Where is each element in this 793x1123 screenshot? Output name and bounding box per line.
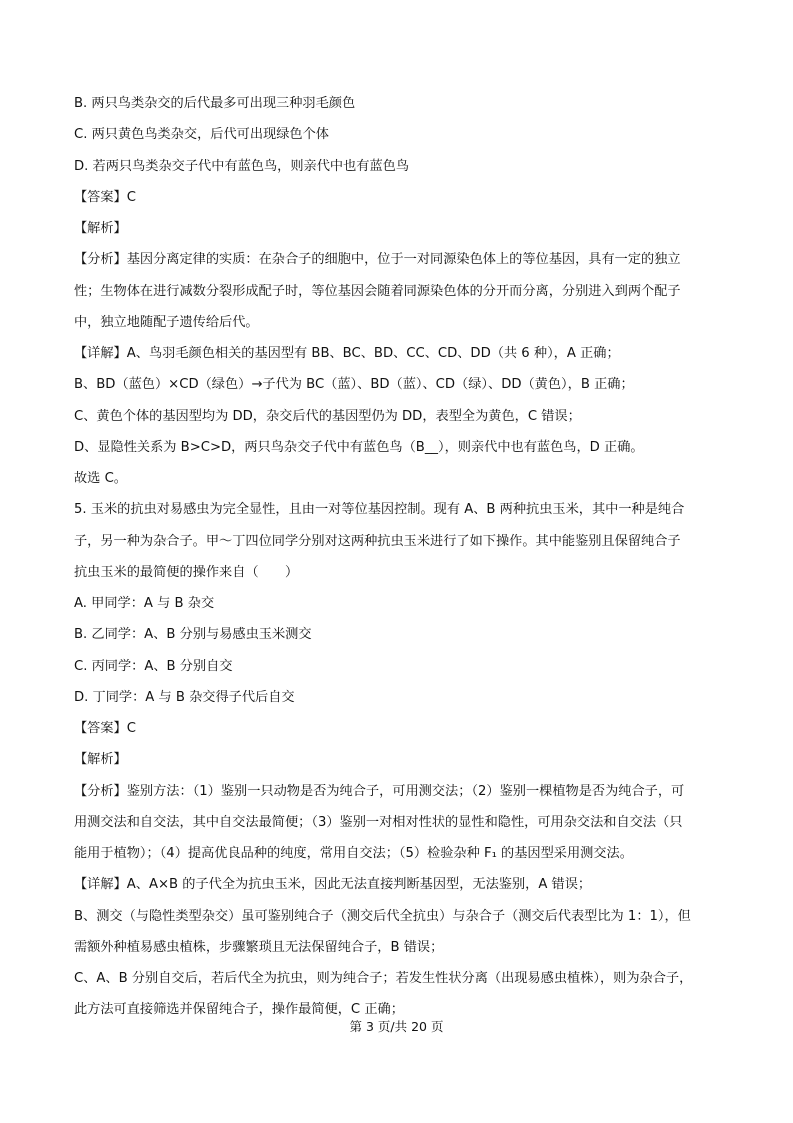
- page-number-footer: 第 3 页/共 20 页: [349, 1019, 444, 1034]
- question-5-line-3: 抗虫玉米的最简便的操作来自（ ）: [74, 565, 299, 580]
- answer-label: 【答案】C: [74, 190, 136, 205]
- q5-detail-c-1: C、A、B 分别自交后，若后代全为抗虫，则为纯合子；若发生性状分离（出现易感虫植株），则为杂合子，: [74, 971, 693, 986]
- analysis-text-3: 中，独立地随配子遗传给后代。: [74, 315, 259, 330]
- analysis-text-1: 【分析】基因分离定律的实质：在杂合子的细胞中，位于一对同源染色体上的等位基因，具有一定的独立: [74, 252, 681, 267]
- q5-detail-a: 【详解】A、A×B 的子代全为抗虫玉米，因此无法直接判断基因型，无法鉴别，A 错误；: [74, 877, 592, 892]
- analysis-text-2: 性；生物体在进行减数分裂形成配子时，等位基因会随着同源染色体的分开而分离，分别进入到两个配子: [74, 284, 681, 299]
- detail-c: C、黄色个体的基因型均为 DD，杂交后代的基因型仍为 DD，表型全为黄色，C 错误；: [74, 409, 581, 424]
- q5-analysis-3: 能用于植物）；（4）提高优良品种的纯度，常用自交法；（5）检验杂种 F₁ 的基因型采用测交法。: [74, 846, 633, 861]
- q5-option-d: D. 丁同学：A 与 B 杂交得子代后自交: [74, 690, 295, 705]
- detail-d: D、显隐性关系为 B>C>D，两只鸟杂交子代中有蓝色鸟（B__），则亲代中也有蓝色鸟，D 正确。: [74, 440, 644, 455]
- analysis-label: 【解析】: [74, 221, 127, 236]
- option-c: C. 两只黄色鸟类杂交，后代可出现绿色个体: [74, 127, 329, 142]
- q5-answer-label: 【答案】C: [74, 721, 136, 736]
- option-d: D. 若两只鸟类杂交子代中有蓝色鸟，则亲代中也有蓝色鸟: [74, 159, 410, 174]
- q5-analysis-2: 用测交法和自交法，其中自交法最简便；（3）鉴别一对相对性状的显性和隐性，可用杂交法和自交法（只: [74, 815, 683, 830]
- q5-detail-c-2: 此方法可直接筛选并保留纯合子，操作最简便，C 正确；: [74, 1002, 404, 1017]
- q5-option-c: C. 丙同学：A、B 分别自交: [74, 659, 233, 674]
- q5-analysis-1: 【分析】鉴别方法：（1）鉴别一只动物是否为纯合子，可用测交法；（2）鉴别一棵植物是否为纯合子，可: [74, 784, 685, 799]
- q5-option-b: B. 乙同学：A、B 分别与易感虫玉米测交: [74, 627, 312, 642]
- question-5-line-2: 子，另一种为杂合子。甲～丁四位同学分别对这两种抗虫玉米进行了如下操作。其中能鉴别且保留纯合子: [74, 534, 681, 549]
- q5-option-a: A. 甲同学：A 与 B 杂交: [74, 596, 215, 611]
- choice-conclusion: 故选 C。: [74, 471, 127, 486]
- q5-detail-b-2: 需额外种植易感虫植株，步骤繁琐且无法保留纯合子，B 错误；: [74, 940, 444, 955]
- detail-b: B、BD（蓝色）×CD（绿色）→子代为 BC（蓝）、BD（蓝）、CD（绿）、DD（黄色），B 正确；: [74, 377, 634, 392]
- option-b: B. 两只鸟类杂交的后代最多可出现三种羽毛颜色: [74, 96, 356, 111]
- question-5-line-1: 5. 玉米的抗虫对易感虫为完全显性，且由一对等位基因控制。现有 A、B 两种抗虫玉米，其中一种是纯合: [74, 502, 685, 517]
- detail-a: 【详解】A、鸟羽毛颜色相关的基因型有 BB、BC、BD、CC、CD、DD（共 6 种），A 正确；: [74, 346, 620, 361]
- q5-analysis-label: 【解析】: [74, 752, 127, 767]
- q5-detail-b-1: B、测交（与隐性类型杂交）虽可鉴别纯合子（测交后代全抗虫）与杂合子（测交后代表型比为 1：1），但: [74, 909, 691, 924]
